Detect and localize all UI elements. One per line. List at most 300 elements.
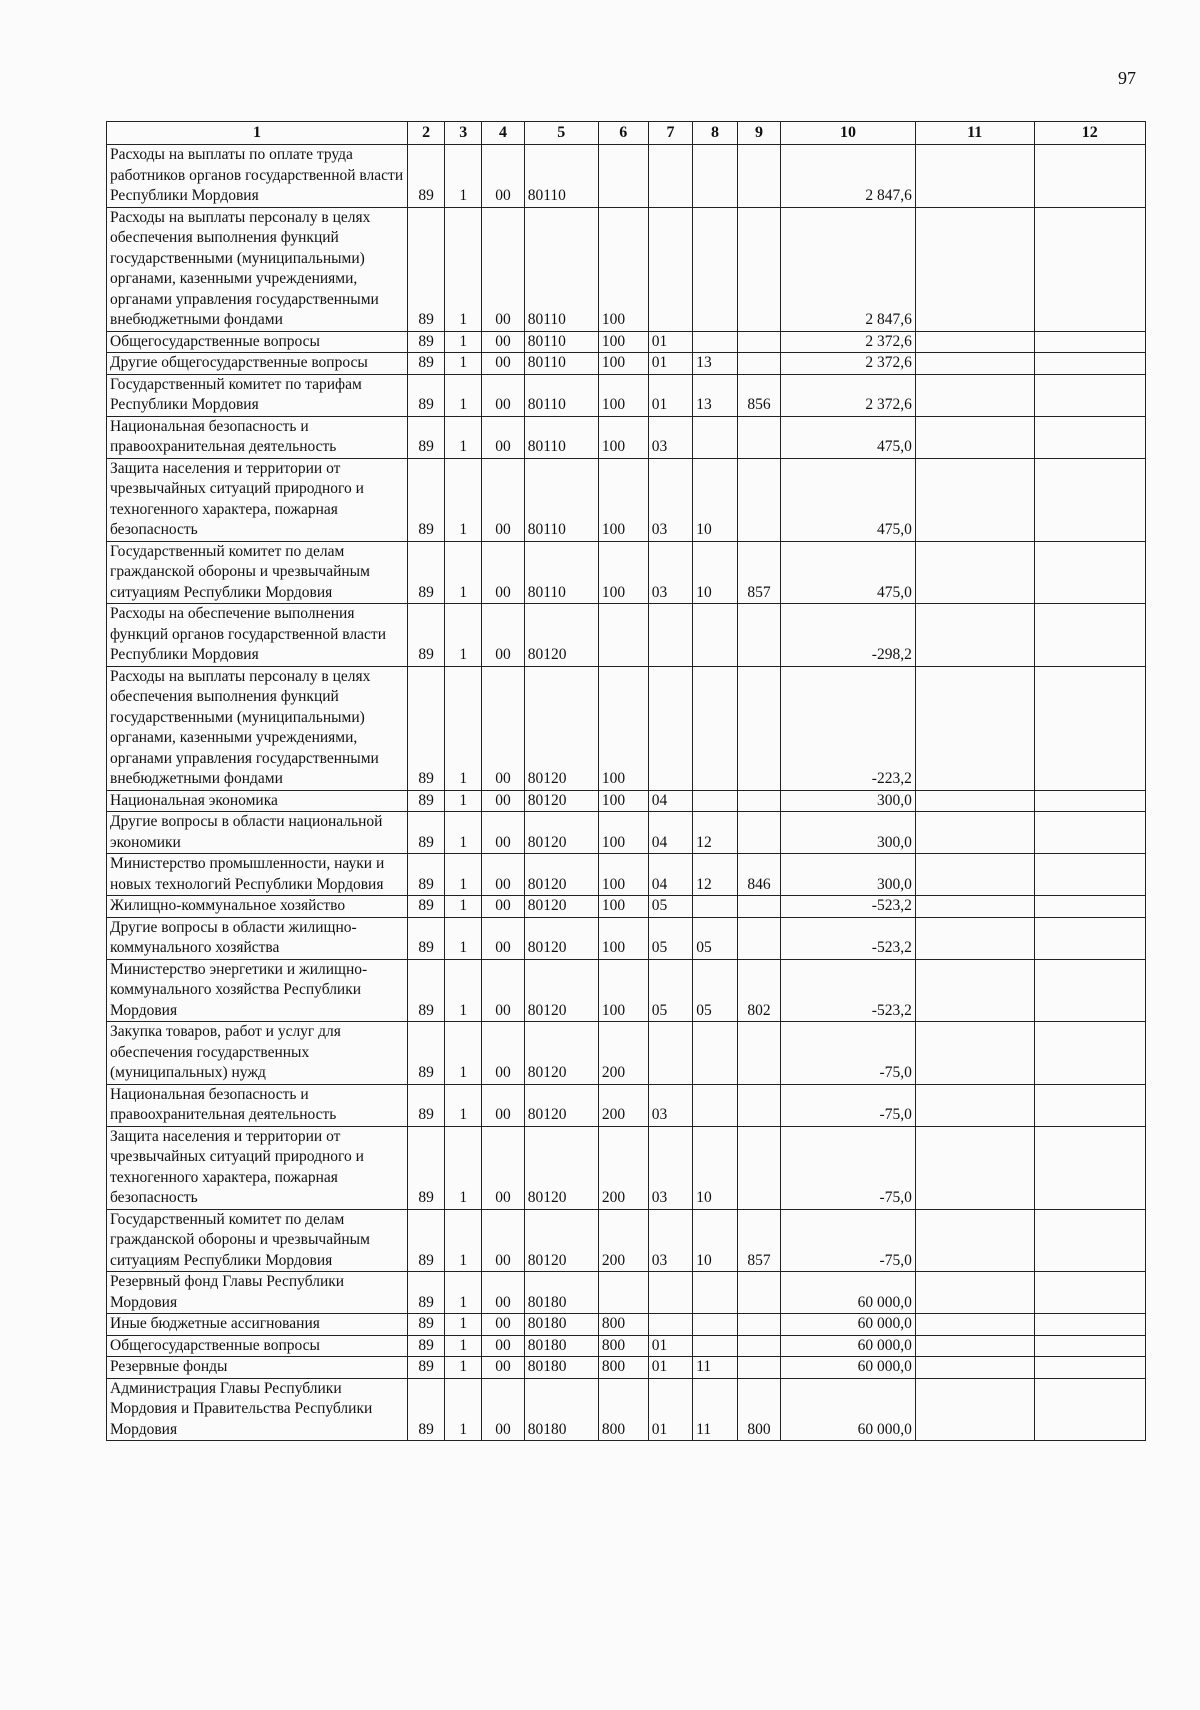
table-row [107, 1314, 1146, 1336]
amount-cell: 2 372,6 [781, 374, 916, 416]
code-cell [693, 207, 738, 331]
amount-cell [1034, 416, 1145, 458]
column-header: 10 [781, 122, 916, 145]
code-cell: 1 [445, 917, 482, 959]
amount-cell [915, 1335, 1034, 1357]
code-cell: 01 [648, 1335, 693, 1357]
code-cell: 01 [648, 331, 693, 353]
column-header: 11 [915, 122, 1034, 145]
amount-cell [1034, 666, 1145, 790]
code-cell: 89 [408, 207, 445, 331]
code-cell: 00 [482, 1022, 524, 1085]
code-cell [693, 1272, 738, 1314]
code-cell: 1 [445, 812, 482, 854]
code-cell: 100 [598, 854, 648, 896]
code-cell: 89 [408, 1126, 445, 1209]
amount-cell: 60 000,0 [781, 1314, 916, 1336]
code-cell: 89 [408, 1335, 445, 1357]
code-cell: 1 [445, 1314, 482, 1336]
code-cell [648, 145, 693, 208]
row-name-cell: Министерство промышленности, науки и новых технологий Республики Мордовия [107, 854, 408, 896]
row-name-cell: Резервный фонд Главы Республики Мордовия [107, 1272, 408, 1314]
amount-cell [1034, 1126, 1145, 1209]
code-cell: 800 [737, 1378, 780, 1441]
code-cell [737, 207, 780, 331]
amount-cell [915, 207, 1034, 331]
code-cell: 00 [482, 458, 524, 541]
code-cell: 1 [445, 374, 482, 416]
amount-cell: 475,0 [781, 416, 916, 458]
code-cell [693, 1022, 738, 1085]
table-header-row [107, 122, 1146, 145]
amount-cell [1034, 917, 1145, 959]
amount-cell: 475,0 [781, 541, 916, 604]
code-cell: 1 [445, 1357, 482, 1379]
code-cell: 00 [482, 374, 524, 416]
code-cell: 80110 [524, 458, 598, 541]
code-cell [693, 666, 738, 790]
code-cell: 1 [445, 896, 482, 918]
code-cell: 1 [445, 145, 482, 208]
amount-cell: 475,0 [781, 458, 916, 541]
page-number: 97 [1118, 68, 1136, 88]
code-cell: 80120 [524, 896, 598, 918]
code-cell: 200 [598, 1209, 648, 1272]
code-cell: 03 [648, 541, 693, 604]
table-row [107, 1209, 1146, 1272]
code-cell: 00 [482, 917, 524, 959]
code-cell [648, 1272, 693, 1314]
amount-cell [915, 1126, 1034, 1209]
column-header: 2 [408, 122, 445, 145]
code-cell: 00 [482, 604, 524, 667]
amount-cell [915, 1357, 1034, 1379]
amount-cell [1034, 207, 1145, 331]
code-cell [737, 604, 780, 667]
amount-cell [1034, 1378, 1145, 1441]
code-cell: 856 [737, 374, 780, 416]
code-cell: 04 [648, 790, 693, 812]
code-cell: 1 [445, 458, 482, 541]
table-row [107, 959, 1146, 1022]
code-cell [693, 416, 738, 458]
table-row [107, 666, 1146, 790]
code-cell: 89 [408, 666, 445, 790]
code-cell: 100 [598, 331, 648, 353]
amount-cell [1034, 959, 1145, 1022]
amount-cell: -75,0 [781, 1022, 916, 1085]
code-cell: 89 [408, 959, 445, 1022]
code-cell: 12 [693, 812, 738, 854]
code-cell: 80180 [524, 1357, 598, 1379]
code-cell: 1 [445, 353, 482, 375]
code-cell [737, 1126, 780, 1209]
code-cell: 100 [598, 959, 648, 1022]
column-header: 9 [737, 122, 780, 145]
amount-cell [915, 604, 1034, 667]
code-cell: 89 [408, 1272, 445, 1314]
amount-cell [915, 1378, 1034, 1441]
code-cell: 10 [693, 541, 738, 604]
code-cell: 800 [598, 1335, 648, 1357]
code-cell: 12 [693, 854, 738, 896]
row-name-cell: Государственный комитет по тарифам Республики Мордовия [107, 374, 408, 416]
amount-cell [915, 353, 1034, 375]
code-cell: 80110 [524, 541, 598, 604]
column-header: 8 [693, 122, 738, 145]
code-cell: 00 [482, 1378, 524, 1441]
code-cell: 80110 [524, 353, 598, 375]
code-cell: 03 [648, 416, 693, 458]
amount-cell: 300,0 [781, 812, 916, 854]
code-cell: 89 [408, 917, 445, 959]
code-cell: 05 [648, 959, 693, 1022]
code-cell: 80120 [524, 1209, 598, 1272]
code-cell: 00 [482, 331, 524, 353]
code-cell: 80110 [524, 331, 598, 353]
code-cell: 00 [482, 896, 524, 918]
amount-cell: -523,2 [781, 917, 916, 959]
table-row [107, 1272, 1146, 1314]
amount-cell [915, 790, 1034, 812]
code-cell: 13 [693, 353, 738, 375]
amount-cell [1034, 790, 1145, 812]
code-cell: 05 [693, 917, 738, 959]
code-cell: 00 [482, 1084, 524, 1126]
code-cell: 10 [693, 1209, 738, 1272]
amount-cell: 60 000,0 [781, 1378, 916, 1441]
code-cell: 100 [598, 207, 648, 331]
column-header: 4 [482, 122, 524, 145]
code-cell [737, 790, 780, 812]
code-cell: 1 [445, 604, 482, 667]
code-cell: 80120 [524, 1022, 598, 1085]
code-cell: 80120 [524, 790, 598, 812]
table-row [107, 896, 1146, 918]
code-cell: 80120 [524, 1126, 598, 1209]
code-cell: 03 [648, 458, 693, 541]
code-cell: 200 [598, 1022, 648, 1085]
code-cell: 80110 [524, 145, 598, 208]
code-cell: 800 [598, 1357, 648, 1379]
amount-cell: 300,0 [781, 790, 916, 812]
code-cell: 800 [598, 1314, 648, 1336]
row-name-cell: Общегосударственные вопросы [107, 1335, 408, 1357]
code-cell: 00 [482, 1209, 524, 1272]
code-cell: 00 [482, 959, 524, 1022]
amount-cell [1034, 1335, 1145, 1357]
column-header: 12 [1034, 122, 1145, 145]
code-cell: 89 [408, 812, 445, 854]
code-cell: 802 [737, 959, 780, 1022]
code-cell: 1 [445, 854, 482, 896]
amount-cell: 2 847,6 [781, 145, 916, 208]
amount-cell [915, 812, 1034, 854]
code-cell: 1 [445, 959, 482, 1022]
code-cell [737, 416, 780, 458]
code-cell [693, 790, 738, 812]
budget-table [106, 121, 1146, 1441]
amount-cell [1034, 1272, 1145, 1314]
code-cell [693, 331, 738, 353]
amount-cell [1034, 1209, 1145, 1272]
code-cell: 04 [648, 854, 693, 896]
code-cell: 05 [648, 917, 693, 959]
code-cell [598, 145, 648, 208]
code-cell: 00 [482, 790, 524, 812]
code-cell: 1 [445, 1209, 482, 1272]
row-name-cell: Национальная безопасность и правоохранительная деятельность [107, 1084, 408, 1126]
amount-cell [915, 145, 1034, 208]
code-cell: 100 [598, 790, 648, 812]
row-name-cell: Общегосударственные вопросы [107, 331, 408, 353]
code-cell: 13 [693, 374, 738, 416]
table-row [107, 353, 1146, 375]
row-name-cell: Расходы на выплаты по оплате труда работников органов государственной власти Республики Мордовия [107, 145, 408, 208]
code-cell: 100 [598, 896, 648, 918]
code-cell: 00 [482, 666, 524, 790]
code-cell: 846 [737, 854, 780, 896]
table-row [107, 790, 1146, 812]
code-cell: 80120 [524, 1084, 598, 1126]
table-row [107, 331, 1146, 353]
code-cell [737, 145, 780, 208]
code-cell [598, 1272, 648, 1314]
code-cell [737, 1314, 780, 1336]
code-cell: 100 [598, 666, 648, 790]
code-cell [693, 896, 738, 918]
amount-cell [1034, 374, 1145, 416]
row-name-cell: Расходы на выплаты персоналу в целях обеспечения выполнения функций государственными (муниципальными) органами, казенными учреждениями, органами управления государственными внебюджетными фондами [107, 207, 408, 331]
amount-cell [915, 666, 1034, 790]
code-cell: 100 [598, 416, 648, 458]
code-cell: 1 [445, 207, 482, 331]
amount-cell [1034, 353, 1145, 375]
code-cell: 80180 [524, 1335, 598, 1357]
row-name-cell: Расходы на обеспечение выполнения функций органов государственной власти Республики Мордовия [107, 604, 408, 667]
code-cell [737, 331, 780, 353]
row-name-cell: Защита населения и территории от чрезвычайных ситуаций природного и техногенного характера, пожарная безопасность [107, 1126, 408, 1209]
row-name-cell: Расходы на выплаты персоналу в целях обеспечения выполнения функций государственными (муниципальными) органами, казенными учреждениями, органами управления государственными внебюджетными фондами [107, 666, 408, 790]
code-cell: 1 [445, 1378, 482, 1441]
amount-cell [915, 331, 1034, 353]
code-cell: 89 [408, 896, 445, 918]
code-cell: 00 [482, 1335, 524, 1357]
code-cell: 89 [408, 1209, 445, 1272]
code-cell: 200 [598, 1126, 648, 1209]
amount-cell [1034, 604, 1145, 667]
amount-cell: -75,0 [781, 1126, 916, 1209]
code-cell [737, 896, 780, 918]
amount-cell [915, 374, 1034, 416]
code-cell: 00 [482, 1126, 524, 1209]
table-row [107, 1357, 1146, 1379]
code-cell: 10 [693, 458, 738, 541]
column-header: 6 [598, 122, 648, 145]
amount-cell [915, 854, 1034, 896]
code-cell: 89 [408, 1022, 445, 1085]
code-cell: 00 [482, 854, 524, 896]
amount-cell [915, 416, 1034, 458]
table-row [107, 145, 1146, 208]
code-cell: 1 [445, 1084, 482, 1126]
table-row [107, 854, 1146, 896]
table-row [107, 207, 1146, 331]
code-cell: 00 [482, 541, 524, 604]
code-cell [648, 207, 693, 331]
code-cell: 1 [445, 541, 482, 604]
code-cell: 100 [598, 458, 648, 541]
code-cell [737, 1335, 780, 1357]
code-cell: 80120 [524, 854, 598, 896]
code-cell: 00 [482, 1314, 524, 1336]
code-cell: 89 [408, 1084, 445, 1126]
code-cell: 100 [598, 812, 648, 854]
row-name-cell: Резервные фонды [107, 1357, 408, 1379]
code-cell [737, 1022, 780, 1085]
amount-cell: -523,2 [781, 896, 916, 918]
code-cell: 1 [445, 331, 482, 353]
row-name-cell: Закупка товаров, работ и услуг для обеспечения государственных (муниципальных) нужд [107, 1022, 408, 1085]
code-cell: 80120 [524, 666, 598, 790]
code-cell: 200 [598, 1084, 648, 1126]
amount-cell: 2 847,6 [781, 207, 916, 331]
code-cell: 89 [408, 1378, 445, 1441]
code-cell: 00 [482, 353, 524, 375]
amount-cell [1034, 1084, 1145, 1126]
table-row [107, 604, 1146, 667]
amount-cell [915, 917, 1034, 959]
code-cell [737, 666, 780, 790]
code-cell: 03 [648, 1126, 693, 1209]
code-cell: 89 [408, 353, 445, 375]
row-name-cell: Национальная безопасность и правоохранительная деятельность [107, 416, 408, 458]
column-header: 7 [648, 122, 693, 145]
row-name-cell: Министерство энергетики и жилищно-коммунального хозяйства Республики Мордовия [107, 959, 408, 1022]
row-name-cell: Другие вопросы в области жилищно-коммунального хозяйства [107, 917, 408, 959]
amount-cell: 60 000,0 [781, 1272, 916, 1314]
amount-cell [915, 541, 1034, 604]
code-cell: 80180 [524, 1272, 598, 1314]
code-cell: 89 [408, 1357, 445, 1379]
amount-cell [1034, 896, 1145, 918]
code-cell [737, 812, 780, 854]
code-cell: 100 [598, 541, 648, 604]
amount-cell [1034, 331, 1145, 353]
code-cell: 89 [408, 604, 445, 667]
code-cell: 10 [693, 1126, 738, 1209]
amount-cell [1034, 1357, 1145, 1379]
code-cell [737, 1084, 780, 1126]
row-name-cell: Государственный комитет по делам гражданской обороны и чрезвычайным ситуациям Республики Мордовия [107, 541, 408, 604]
amount-cell: 2 372,6 [781, 353, 916, 375]
amount-cell: 300,0 [781, 854, 916, 896]
code-cell: 01 [648, 374, 693, 416]
code-cell: 857 [737, 1209, 780, 1272]
code-cell: 00 [482, 145, 524, 208]
amount-cell [1034, 145, 1145, 208]
code-cell [737, 1272, 780, 1314]
row-name-cell: Другие общегосударственные вопросы [107, 353, 408, 375]
code-cell [737, 1357, 780, 1379]
code-cell: 100 [598, 353, 648, 375]
amount-cell: 2 372,6 [781, 331, 916, 353]
table-row [107, 416, 1146, 458]
amount-cell [915, 1272, 1034, 1314]
amount-cell [1034, 1022, 1145, 1085]
code-cell: 89 [408, 1314, 445, 1336]
row-name-cell: Иные бюджетные ассигнования [107, 1314, 408, 1336]
code-cell: 1 [445, 1022, 482, 1085]
code-cell: 1 [445, 1126, 482, 1209]
amount-cell: -75,0 [781, 1209, 916, 1272]
code-cell: 100 [598, 917, 648, 959]
code-cell: 89 [408, 374, 445, 416]
column-header: 1 [107, 122, 408, 145]
row-name-cell: Другие вопросы в области национальной экономики [107, 812, 408, 854]
amount-cell [1034, 812, 1145, 854]
code-cell: 1 [445, 1272, 482, 1314]
amount-cell: 60 000,0 [781, 1357, 916, 1379]
table-row [107, 1126, 1146, 1209]
row-name-cell: Государственный комитет по делам гражданской обороны и чрезвычайным ситуациям Республики Мордовия [107, 1209, 408, 1272]
code-cell [737, 917, 780, 959]
table-row [107, 541, 1146, 604]
code-cell: 05 [648, 896, 693, 918]
code-cell: 89 [408, 541, 445, 604]
code-cell [693, 604, 738, 667]
amount-cell [1034, 854, 1145, 896]
code-cell: 00 [482, 1272, 524, 1314]
amount-cell: -298,2 [781, 604, 916, 667]
code-cell [737, 353, 780, 375]
code-cell [693, 145, 738, 208]
code-cell: 80120 [524, 917, 598, 959]
code-cell: 80120 [524, 959, 598, 1022]
code-cell: 89 [408, 458, 445, 541]
amount-cell: -75,0 [781, 1084, 916, 1126]
code-cell: 00 [482, 812, 524, 854]
table-row [107, 812, 1146, 854]
table-row [107, 917, 1146, 959]
code-cell [693, 1314, 738, 1336]
code-cell [648, 666, 693, 790]
amount-cell [1034, 541, 1145, 604]
code-cell: 80110 [524, 374, 598, 416]
amount-cell [1034, 458, 1145, 541]
code-cell: 00 [482, 1357, 524, 1379]
amount-cell [915, 458, 1034, 541]
code-cell: 11 [693, 1378, 738, 1441]
code-cell: 89 [408, 854, 445, 896]
code-cell [737, 458, 780, 541]
code-cell: 1 [445, 666, 482, 790]
amount-cell [915, 1209, 1034, 1272]
amount-cell [915, 1084, 1034, 1126]
row-name-cell: Национальная экономика [107, 790, 408, 812]
code-cell: 100 [598, 374, 648, 416]
column-header: 3 [445, 122, 482, 145]
code-cell: 1 [445, 790, 482, 812]
amount-cell [915, 1022, 1034, 1085]
code-cell: 80180 [524, 1378, 598, 1441]
row-name-cell: Администрация Главы Республики Мордовия и Правительства Республики Мордовия [107, 1378, 408, 1441]
code-cell [648, 1314, 693, 1336]
table-row [107, 374, 1146, 416]
code-cell: 01 [648, 1378, 693, 1441]
code-cell [648, 1022, 693, 1085]
table-row [107, 1022, 1146, 1085]
